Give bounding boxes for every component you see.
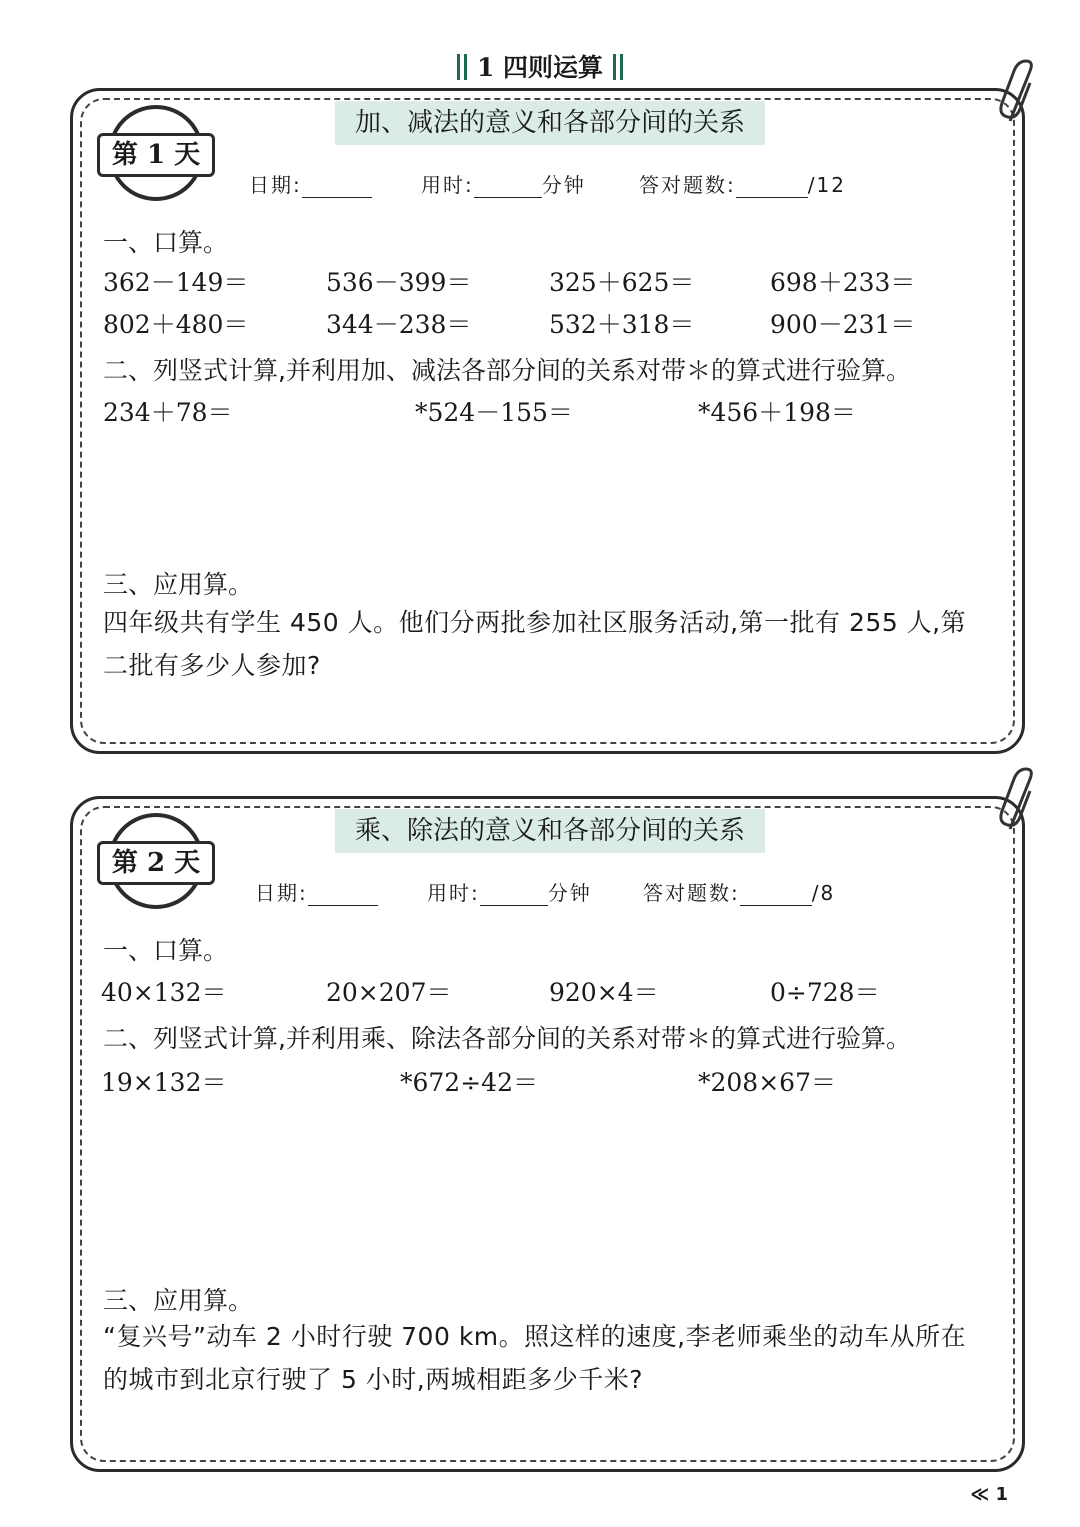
day1-section2: 二、列竖式计算,并利用加、减法各部分间的关系对带＊的算式进行验算。 xyxy=(103,356,911,385)
score-blank[interactable] xyxy=(740,883,812,906)
oral-item: 920×4＝ xyxy=(549,978,659,1007)
time-blank[interactable] xyxy=(474,175,542,198)
day2-problem xyxy=(103,1315,1003,1401)
vertical-item: *672÷42＝ xyxy=(400,1068,538,1097)
day1-card xyxy=(70,88,1025,754)
oral-item: 325＋625＝ xyxy=(549,268,695,297)
day1-section1: 一、口算。 xyxy=(103,228,229,257)
oral-item: 802＋480＝ xyxy=(103,310,249,339)
day2-date: 日期: xyxy=(255,877,378,906)
vertical-item: *456＋198＝ xyxy=(698,398,856,427)
problem-line: 的城市到北京行驶了 5 小时,两城相距多少千米? xyxy=(103,1365,644,1394)
problem-line: “复兴号”动车 2 小时行驶 700 km。照这样的速度,李老师乘坐的动车从所在 xyxy=(103,1322,967,1351)
problem-line: 四年级共有学生 450 人。他们分两批参加社区服务活动,第一批有 255 人,第 xyxy=(103,608,967,637)
date-blank[interactable] xyxy=(308,883,378,906)
problem-line: 二批有多少人参加? xyxy=(103,651,321,680)
day2-score: 答对题数: /8 xyxy=(643,881,836,905)
oral-item: 536－399＝ xyxy=(326,268,472,297)
day2-title: 乘、除法的意义和各部分间的关系 xyxy=(335,809,765,853)
day1-date: 日期: xyxy=(249,169,372,198)
oral-item: 900－231＝ xyxy=(770,310,916,339)
day1-section3: 三、应用算。 xyxy=(103,570,254,599)
day1-time: 用时: 分钟 xyxy=(421,173,586,197)
oral-item: 40×132＝ xyxy=(101,978,227,1007)
chapter-title: 1 四则运算 xyxy=(476,53,604,82)
day2-card xyxy=(70,796,1025,1472)
paperclip-icon xyxy=(996,59,1040,129)
oral-item: 0÷728＝ xyxy=(770,978,880,1007)
vertical-item: *208×67＝ xyxy=(698,1068,836,1097)
vertical-item: 234＋78＝ xyxy=(103,398,233,427)
day1-problem xyxy=(103,601,1003,687)
day2-badge xyxy=(91,813,221,913)
day1-title: 加、减法的意义和各部分间的关系 xyxy=(335,101,765,145)
heading-bar-left xyxy=(457,54,467,80)
oral-item: 362－149＝ xyxy=(103,268,249,297)
day2-section2: 二、列竖式计算,并利用乘、除法各部分间的关系对带＊的算式进行验算。 xyxy=(103,1024,911,1053)
page-number: ≪ 1 xyxy=(970,1484,1008,1505)
badge-label: 第 1 天 xyxy=(97,133,215,177)
date-blank[interactable] xyxy=(302,175,372,198)
score-blank[interactable] xyxy=(736,175,808,198)
oral-item: 20×207＝ xyxy=(326,978,452,1007)
oral-item: 344－238＝ xyxy=(326,310,472,339)
vertical-item: *524－155＝ xyxy=(415,398,573,427)
paperclip-icon xyxy=(996,767,1040,837)
day1-badge xyxy=(91,105,221,205)
heading-bar-right xyxy=(613,54,623,80)
day1-score: 答对题数: /12 xyxy=(639,173,846,197)
day2-section1: 一、口算。 xyxy=(103,936,229,965)
badge-label: 第 2 天 xyxy=(97,841,215,885)
day2-time: 用时: 分钟 xyxy=(427,881,592,905)
day2-section3: 三、应用算。 xyxy=(103,1286,254,1315)
time-blank[interactable] xyxy=(480,883,548,906)
oral-item: 532＋318＝ xyxy=(549,310,695,339)
chapter-heading xyxy=(0,48,1080,84)
vertical-item: 19×132＝ xyxy=(101,1068,227,1097)
oral-item: 698＋233＝ xyxy=(770,268,916,297)
